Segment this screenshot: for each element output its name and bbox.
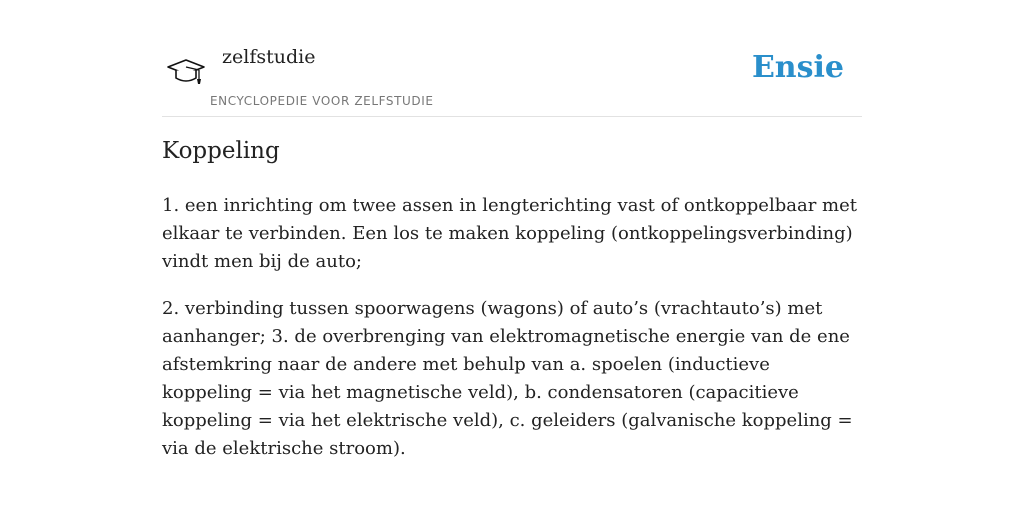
page-container — [162, 0, 862, 512]
site-header — [162, 0, 862, 117]
graduation-cap-icon-svg — [166, 56, 206, 90]
article-paragraph: 1. een inrichting om twee assen in lengterichting vast of ontkoppelbaar met elkaar te verbinden. Een los te maken koppeling (ontkoppelingsverbinding) vindt men bij de auto; — [162, 195, 857, 272]
article-body — [162, 192, 862, 482]
article-title: Koppeling — [162, 138, 280, 164]
site-tagline: ENCYCLOPEDIE VOOR ZELFSTUDIE — [210, 94, 434, 108]
brand-logo-link[interactable]: Ensie — [751, 50, 844, 85]
article-paragraph: 2. verbinding tussen spoorwagens (wagons) of auto’s (vrachtauto’s) met aanhanger; 3. de overbrenging van elektromagnetische energie van de ene afstemkring naar de andere met behulp van a. spoelen (inductieve koppeling = via het magnetische veld), b. condensatoren (capacitieve koppeling = via het elektrische veld), c. geleiders (galvanische koppeling = via de elektrische stroom). — [162, 298, 853, 459]
graduation-cap-icon[interactable] — [166, 56, 206, 90]
site-name[interactable]: zelfstudie — [222, 46, 316, 68]
